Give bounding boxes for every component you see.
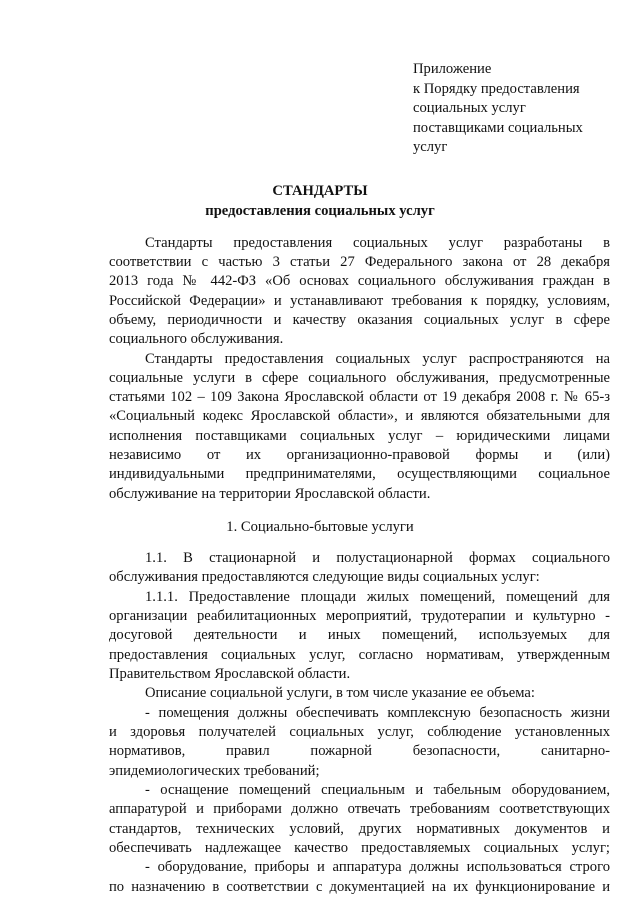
appendix-line: услуг	[413, 139, 448, 155]
text-line: 2013 года № 442-ФЗ «Об основах социального обслуживания граждан в	[109, 273, 610, 289]
text-line: социальные услуги в сфере социального обслуживания, предусмотренные	[109, 370, 610, 386]
document-title: СТАНДАРТЫ	[272, 183, 368, 199]
text-line: независимо от их организационно-правовой формы и (или)	[109, 447, 610, 463]
appendix-line: социальных услуг	[413, 100, 526, 116]
text-line: стандартов, технических условий, других нормативных документов и	[109, 821, 610, 837]
text-line: эпидемиологических требований;	[109, 763, 320, 779]
text-line: - помещения должны обеспечивать комплексную безопасность жизни	[145, 705, 610, 721]
text-line: 1.1.1. Предоставление площади жилых помещений, помещений для	[145, 589, 610, 605]
text-line: организации реабилитационных мероприятий, трудотерапии и культурно -	[109, 608, 610, 624]
text-line: соответствии с частью 3 статьи 27 Федерального закона от 28 декабря	[109, 254, 610, 270]
text-line: Российской Федерации» и устанавливают требования к порядку, условиям,	[109, 293, 610, 309]
document-subtitle: предоставления социальных услуг	[205, 203, 435, 219]
text-line: «Социальный кодекс Ярославской области», и являются обязательными для	[109, 408, 610, 424]
text-line: обслуживание на территории Ярославской области.	[109, 486, 431, 502]
text-line: статьями 102 – 109 Закона Ярославской области от 19 декабря 2008 г. № 65-з	[109, 389, 610, 405]
text-line: обеспечивать надлежащее качество предоставляемых социальных услуг;	[109, 840, 610, 856]
text-line: Описание социальной услуги, в том числе указание ее объема:	[145, 685, 535, 701]
text-line: Правительством Ярославской области.	[109, 666, 351, 682]
text-line: обслуживания предоставляются следующие виды социальных услуг:	[109, 569, 540, 585]
section-heading: 1. Социально-бытовые услуги	[226, 519, 414, 535]
text-line: и здоровья получателей социальных услуг, соблюдение установленных	[109, 724, 610, 740]
appendix-note	[413, 60, 613, 158]
text-line: Стандарты предоставления социальных услуг разработаны в	[145, 235, 610, 251]
text-line: Стандарты предоставления социальных услуг распространяются на	[145, 351, 610, 367]
appendix-line: поставщиками социальных	[413, 119, 583, 136]
text-line: аппаратурой и приборами должно отвечать требованиям соответствующих	[109, 801, 610, 817]
text-line: социального обслуживания.	[109, 331, 284, 347]
text-line: объему, периодичности и качеству оказания социальных услуг в сфере	[109, 312, 610, 328]
text-line: - оснащение помещений специальным и табельным оборудованием,	[145, 782, 610, 798]
text-line: индивидуальными предпринимателями, осуществляющими социальное	[109, 466, 610, 482]
appendix-line: к Порядку предоставления	[413, 80, 580, 97]
text-line: 1.1. В стационарной и полустационарной формах социального	[145, 550, 610, 566]
text-line: по назначению в соответствии с документацией на их функционирование и	[109, 879, 610, 895]
text-line: - оборудование, приборы и аппаратура должны использоваться строго	[145, 859, 610, 875]
text-line: предоставления социальных услуг, согласно нормативам, утвержденным	[109, 647, 610, 663]
appendix-line: Приложение	[413, 61, 492, 77]
text-line: нормативов, правил пожарной безопасности, санитарно-	[109, 743, 610, 759]
text-line: исполнения поставщиками социальных услуг – юридическими лицами	[109, 428, 610, 444]
text-line: досуговой деятельности и иных помещений, используемых для	[109, 627, 610, 643]
